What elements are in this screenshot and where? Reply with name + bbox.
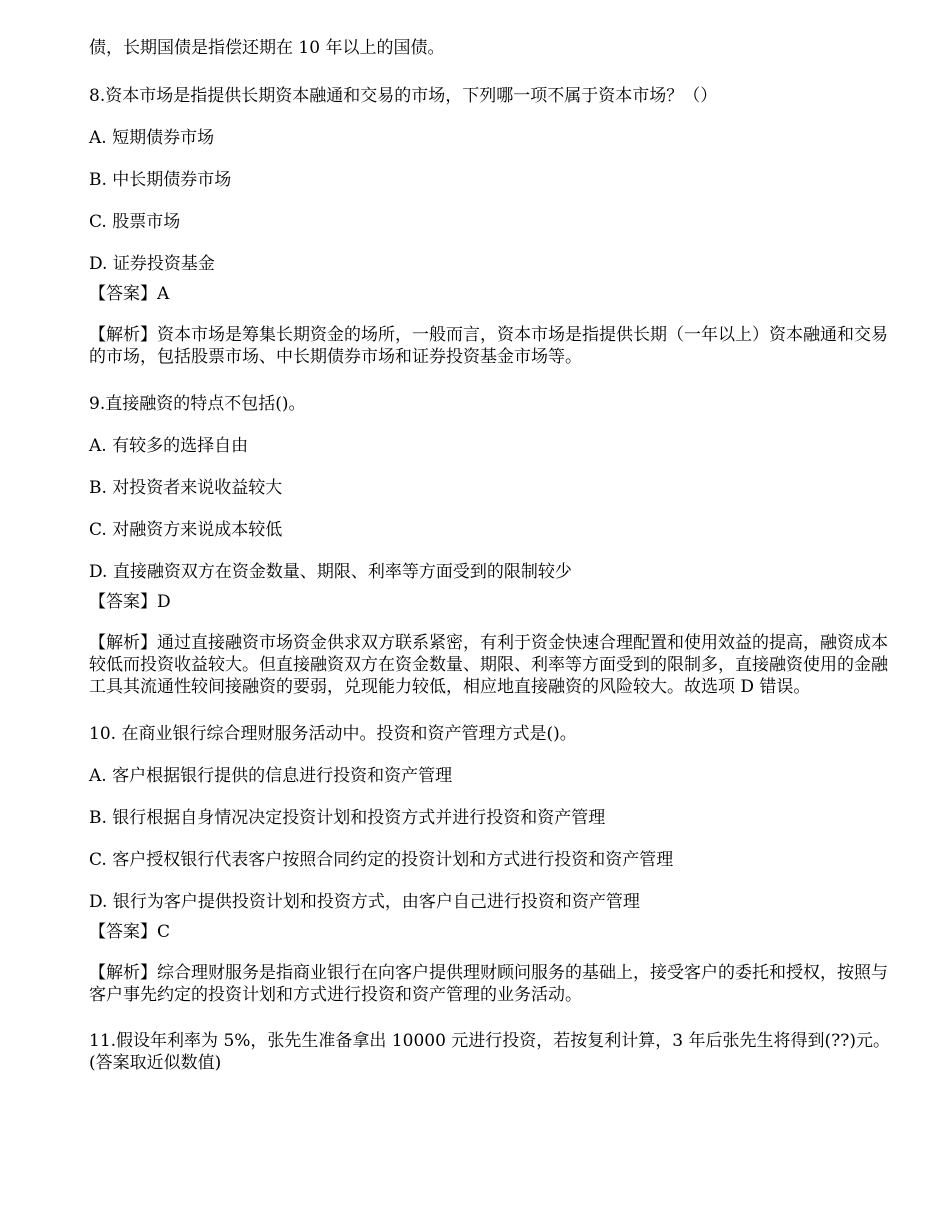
q8-answer: 【答案】A bbox=[89, 284, 170, 304]
q10-option-c: C. 客户授权银行代表客户按照合同约定的投资计划和方式进行投资和资产管理 bbox=[89, 850, 674, 870]
q10-answer: 【答案】C bbox=[89, 922, 171, 942]
document-page bbox=[89, 36, 904, 1074]
q10-option-a: A. 客户根据银行提供的信息进行投资和资产管理 bbox=[89, 766, 453, 786]
q9-option-c: C. 对融资方来说成本较低 bbox=[89, 520, 283, 540]
q9-option-b: B. 对投资者来说收益较大 bbox=[89, 478, 283, 498]
question-9-text: 9.直接融资的特点不包括()。 bbox=[89, 394, 306, 414]
q8-option-b: B. 中长期债券市场 bbox=[89, 170, 232, 190]
q8-option-a: A. 短期债券市场 bbox=[89, 128, 215, 148]
question-11-text: 11.假设年利率为 5%，张先生准备拿出 10000 元进行投资，若按复利计算，3 年后张先生将得到(??)元。(答案取近似数值) bbox=[89, 1031, 891, 1073]
q8-analysis: 【解析】资本市场是筹集长期资金的场所，一般而言，资本市场是指提供长期（一年以上）资本融通和交易的市场，包括股票市场、中长期债券市场和证券投资基金市场等。 bbox=[89, 325, 888, 367]
question-8-text: 8.资本市场是指提供长期资本融通和交易的市场，下列哪一项不属于资本市场？（） bbox=[89, 86, 718, 106]
q10-option-b: B. 银行根据自身情况决定投资计划和投资方式并进行投资和资产管理 bbox=[89, 808, 606, 828]
q8-option-d: D. 证券投资基金 bbox=[89, 254, 215, 274]
q9-option-d: D. 直接融资双方在资金数量、期限、利率等方面受到的限制较少 bbox=[89, 562, 572, 582]
q10-option-d: D. 银行为客户提供投资计划和投资方式，由客户自己进行投资和资产管理 bbox=[89, 892, 640, 912]
question-10-text: 10. 在商业银行综合理财服务活动中。投资和资产管理方式是()。 bbox=[89, 724, 577, 744]
q9-analysis: 【解析】通过直接融资市场资金供求双方联系紧密，有利于资金快速合理配置和使用效益的提高，融资成本较低而投资收益较大。但直接融资双方在资金数量、期限、利率等方面受到的限制多，直接融资使用的金融工具其流通性较间接融资的要弱，兑现能力较低，相应地直接融资的风险较大。故选项 D 错误。 bbox=[89, 633, 888, 697]
q10-analysis: 【解析】综合理财服务是指商业银行在向客户提供理财顾问服务的基础上，接受客户的委托和授权，按照与客户事先约定的投资计划和方式进行投资和资产管理的业务活动。 bbox=[89, 963, 888, 1005]
q8-option-c: C. 股票市场 bbox=[89, 212, 181, 232]
q9-option-a: A. 有较多的选择自由 bbox=[89, 436, 249, 456]
q9-answer: 【答案】D bbox=[89, 592, 171, 612]
intro-continuation: 债，长期国债是指偿还期在 10 年以上的国债。 bbox=[89, 38, 445, 58]
